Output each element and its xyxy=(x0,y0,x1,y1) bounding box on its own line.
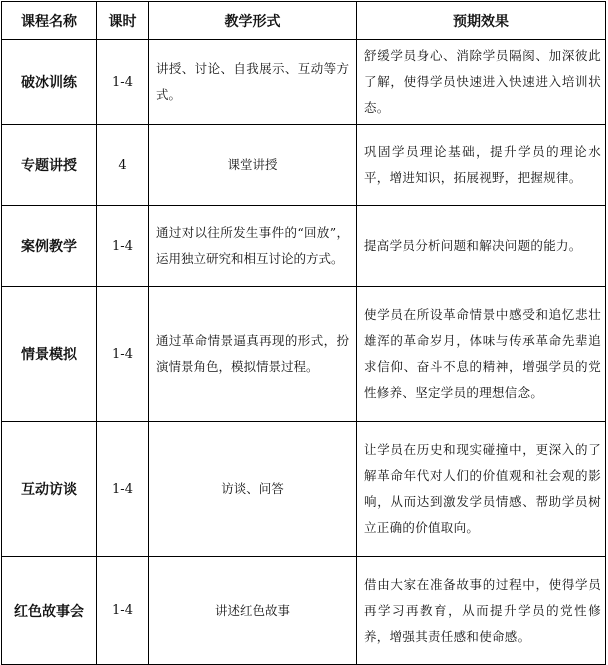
course-name-cell: 破冰训练 xyxy=(2,40,97,125)
course-table xyxy=(1,1,606,665)
expected-effect-cell: 借由大家在准备故事的过程中，使得学员再学习再教育，从而提升学员的党性修养，增强其责任感和使命感。 xyxy=(357,557,606,665)
header-hours: 课时 xyxy=(97,2,149,40)
header-course-name: 课程名称 xyxy=(2,2,97,40)
course-name-cell: 案例教学 xyxy=(2,206,97,287)
course-name-cell: 红色故事会 xyxy=(2,557,97,665)
hours-cell: 4 xyxy=(97,125,149,206)
teaching-form-cell: 讲授、讨论、自我展示、互动等方式。 xyxy=(149,40,357,125)
hours-cell: 1-4 xyxy=(97,206,149,287)
table-row xyxy=(2,206,606,287)
header-teaching-form: 教学形式 xyxy=(149,2,357,40)
teaching-form-cell: 通过革命情景逼真再现的形式，扮演情景角色，模拟情景过程。 xyxy=(149,287,357,422)
table-row xyxy=(2,40,606,125)
course-name-cell: 互动访谈 xyxy=(2,422,97,557)
header-expected-effect: 预期效果 xyxy=(357,2,606,40)
table-body xyxy=(2,40,606,665)
teaching-form-cell: 课堂讲授 xyxy=(149,125,357,206)
table-header xyxy=(2,2,606,40)
teaching-form-cell: 通过对以往所发生事件的“回放”，运用独立研究和相互讨论的方式。 xyxy=(149,206,357,287)
table-row xyxy=(2,287,606,422)
expected-effect-cell: 提高学员分析问题和解决问题的能力。 xyxy=(357,206,606,287)
teaching-form-cell: 访谈、问答 xyxy=(149,422,357,557)
expected-effect-cell: 让学员在历史和现实碰撞中，更深入的了解革命年代对人们的价值观和社会观的影响，从而达到激发学员情感、帮助学员树立正确的价值取向。 xyxy=(357,422,606,557)
expected-effect-cell: 使学员在所设革命情景中感受和追忆悲壮雄浑的革命岁月，体味与传承革命先辈追求信仰、奋斗不息的精神，增强学员的党性修养、坚定学员的理想信念。 xyxy=(357,287,606,422)
hours-cell: 1-4 xyxy=(97,422,149,557)
expected-effect-cell: 舒缓学员身心、消除学员隔阂、加深彼此了解，使得学员快速进入快速进入培训状态。 xyxy=(357,40,606,125)
table-row xyxy=(2,557,606,665)
course-name-cell: 情景模拟 xyxy=(2,287,97,422)
course-name-cell: 专题讲授 xyxy=(2,125,97,206)
hours-cell: 1-4 xyxy=(97,557,149,665)
teaching-form-cell: 讲述红色故事 xyxy=(149,557,357,665)
hours-cell: 1-4 xyxy=(97,40,149,125)
expected-effect-cell: 巩固学员理论基础，提升学员的理论水平，增进知识，拓展视野，把握规律。 xyxy=(357,125,606,206)
table-row xyxy=(2,125,606,206)
table-row xyxy=(2,422,606,557)
header-row xyxy=(2,2,606,40)
hours-cell: 1-4 xyxy=(97,287,149,422)
